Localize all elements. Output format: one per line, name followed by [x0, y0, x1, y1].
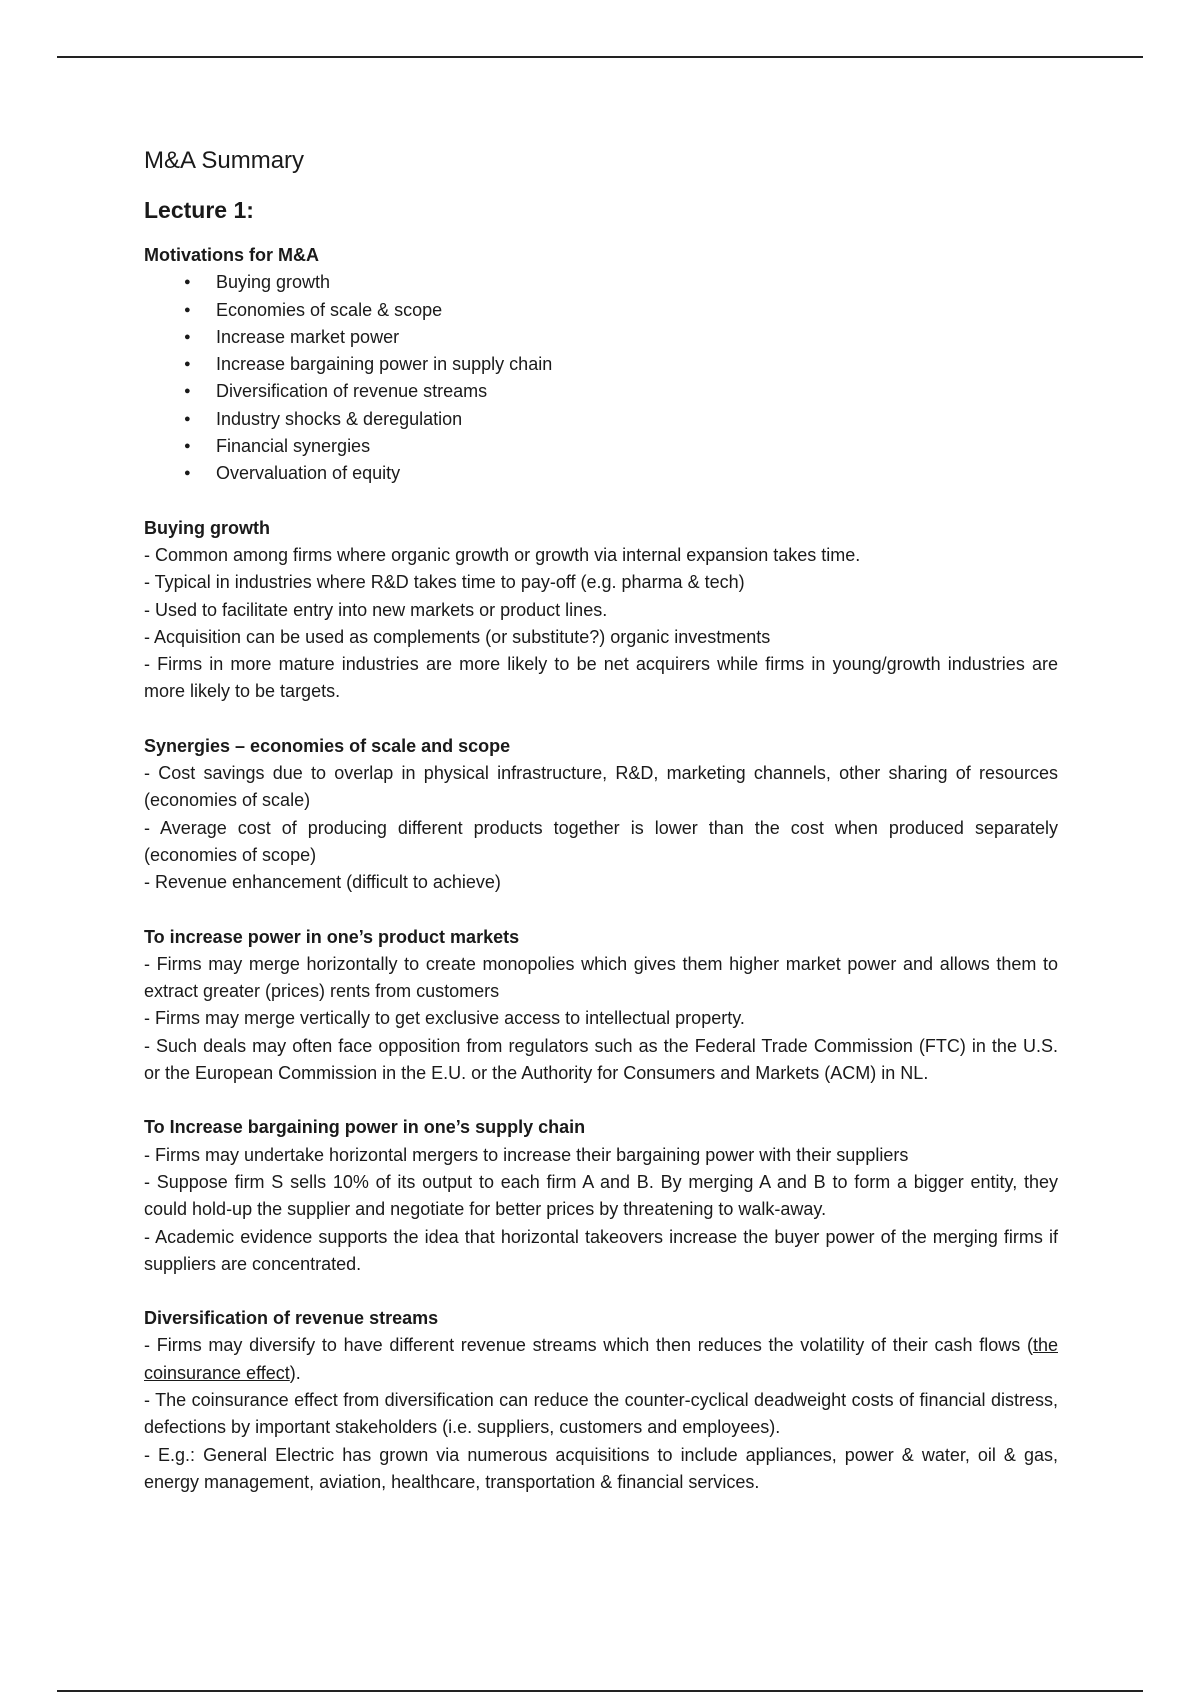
section-heading: Buying growth — [144, 517, 270, 538]
paragraph: - Firms may merge horizontally to create monopolies which gives them higher market power and allows them to extract greater (prices) rents from customers — [144, 953, 1058, 1002]
paragraph: - Acquisition can be used as complements (or substitute?) organic investments — [144, 626, 771, 647]
paragraph: - Average cost of producing different products together is lower than the cost when produced separately (economies of scope) — [144, 817, 1058, 865]
list-item: ● Overvaluation of equity — [144, 460, 1058, 487]
section-bargaining-power — [144, 1114, 1058, 1278]
paragraph: - E.g.: General Electric has grown via numerous acquisitions to include appliances, power & water, oil & gas, energy management, aviation, healthcare, transportation & financial services. — [144, 1444, 1058, 1492]
section-heading: Synergies – economies of scale and scope — [144, 735, 511, 756]
section-heading: Diversification of revenue streams — [144, 1308, 439, 1329]
list-item: ● Diversification of revenue streams — [144, 378, 1058, 405]
paragraph-text: ). — [289, 1362, 301, 1383]
header-rule — [57, 56, 1143, 58]
underlined-term: the coinsurance effect — [144, 1335, 1058, 1383]
list-item: ● Buying growth — [144, 269, 1058, 296]
footer-rule — [57, 1690, 1143, 1692]
paragraph-text: - Firms may diversify to have different revenue streams which then reduces the volatility of their cash flows ( — [144, 1335, 1033, 1356]
paragraph: - Common among firms where organic growth or growth via internal expansion takes time. — [144, 544, 861, 565]
section-buying-growth — [144, 515, 1058, 706]
section-synergies — [144, 733, 1058, 897]
lecture-heading: Lecture 1: — [144, 197, 254, 223]
paragraph: - Suppose firm S sells 10% of its output to each firm A and B. By merging A and B to form a bigger entity, they could hold-up the supplier and negotiate for better prices by threatening to walk-away. — [144, 1171, 1058, 1220]
document-title: M&A Summary — [144, 147, 305, 174]
paragraph: - Academic evidence supports the idea that horizontal takeovers increase the buyer power of the merging firms if suppliers are concentrated. — [144, 1226, 1058, 1274]
paragraph — [144, 1332, 1058, 1387]
list-item: ● Industry shocks & deregulation — [144, 406, 1058, 433]
paragraph: - Firms may undertake horizontal mergers to increase their bargaining power with their suppliers — [144, 1144, 909, 1165]
paragraph: - Revenue enhancement (difficult to achieve) — [144, 872, 501, 893]
motivations-list — [144, 269, 1058, 487]
paragraph: - Such deals may often face opposition from regulators such as the Federal Trade Commission (FTC) in the U.S. or the European Commission in the E.U. or the Authority for Consumers and Markets (ACM) in NL. — [144, 1035, 1058, 1084]
paragraph: - The coinsurance effect from diversification can reduce the counter-cyclical deadweight costs of financial distress, defections by important stakeholders (i.e. suppliers, customers and employees). — [144, 1389, 1058, 1438]
section-diversification — [144, 1305, 1058, 1496]
motivations-heading: Motivations for M&A — [144, 245, 319, 265]
paragraph: - Used to facilitate entry into new markets or product lines. — [144, 599, 608, 620]
list-item: ● Increase market power — [144, 324, 1058, 351]
list-item: ● Increase bargaining power in supply chain — [144, 351, 1058, 378]
document-body — [144, 140, 1058, 1523]
paragraph: - Cost savings due to overlap in physical infrastructure, R&D, marketing channels, other sharing of resources (economies of scale) — [144, 763, 1058, 811]
section-heading: To Increase bargaining power in one’s supply chain — [144, 1117, 586, 1138]
section-market-power — [144, 924, 1058, 1088]
paragraph: - Firms in more mature industries are more likely to be net acquirers while firms in young/growth industries are more likely to be targets. — [144, 654, 1058, 702]
paragraph: - Firms may merge vertically to get exclusive access to intellectual property. — [144, 1008, 745, 1029]
list-item: ● Financial synergies — [144, 433, 1058, 460]
list-item: ● Economies of scale & scope — [144, 297, 1058, 324]
paragraph: - Typical in industries where R&D takes time to pay-off (e.g. pharma & tech) — [144, 572, 745, 593]
section-heading: To increase power in one’s product markets — [144, 926, 520, 947]
